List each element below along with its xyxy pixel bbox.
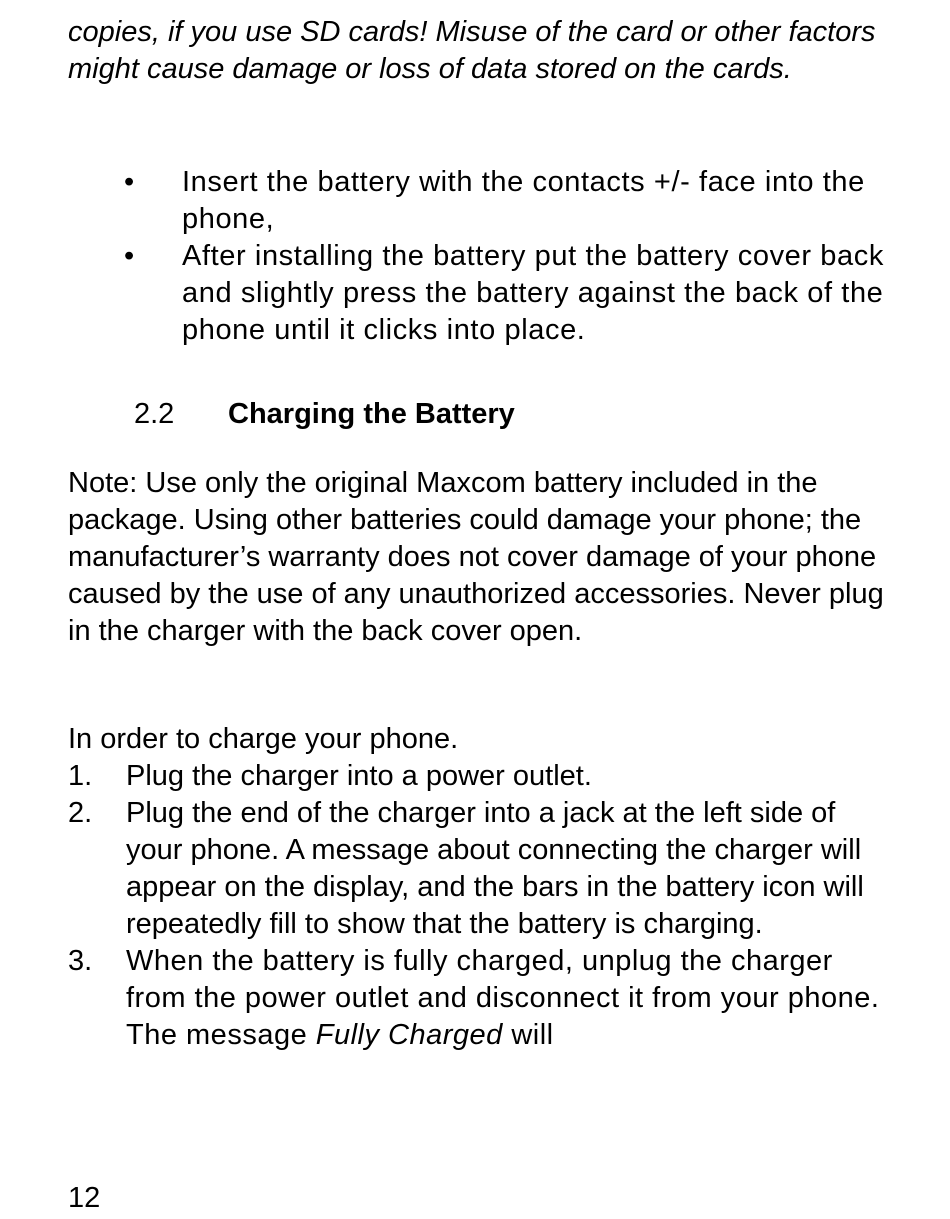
bullet-list [0, 164, 950, 349]
numbered-steps [0, 758, 950, 1054]
note-paragraph: Note: Use only the original Maxcom battery included in the package. Using other batteries could damage your phone; the manufacturer’s warranty does not cover damage of your phone caused by the use of any unauthorized accessories. Never plug in the charger with the back cover open. [68, 467, 884, 647]
step-text: Plug the end of the charger into a jack at the left side of your phone. A message about connecting the charger will appear on the display, and the bars in the battery icon will repeatedly fill to show that the battery is charging. [126, 797, 864, 940]
section-heading [134, 396, 515, 433]
section-title: Charging the Battery [228, 398, 515, 430]
list-item [0, 943, 950, 1054]
bullet-marker: • [124, 240, 135, 272]
intro-paragraph: copies, if you use SD cards! Misuse of the card or other factors might cause damage or loss of data stored on the cards. [68, 16, 876, 85]
step-text-after: will [502, 1019, 554, 1051]
section-number: 2.2 [134, 398, 175, 430]
bullet-text: Insert the battery with the contacts +/- face into the phone, [182, 166, 865, 235]
step-text: Plug the charger into a power outlet. [126, 760, 592, 792]
step-number: 2. [68, 797, 93, 829]
list-item [0, 238, 950, 349]
step-text [126, 943, 896, 1054]
bullet-marker: • [124, 166, 135, 198]
bullet-text: After installing the battery put the battery cover back and slightly press the battery against the back of the phone until it clicks into place. [182, 240, 884, 346]
order-intro: In order to charge your phone. [68, 723, 459, 755]
list-item [0, 164, 950, 238]
page-number: 12 [68, 1182, 101, 1214]
list-item [0, 795, 950, 943]
step-number: 1. [68, 760, 93, 792]
step-number: 3. [68, 945, 93, 977]
fully-charged-message: Fully Charged [315, 1019, 503, 1051]
step-text-before: When the battery is fully charged, unplug the charger from the power outlet and disconnect it from your phone. The message [126, 945, 880, 1051]
list-item [0, 758, 950, 795]
